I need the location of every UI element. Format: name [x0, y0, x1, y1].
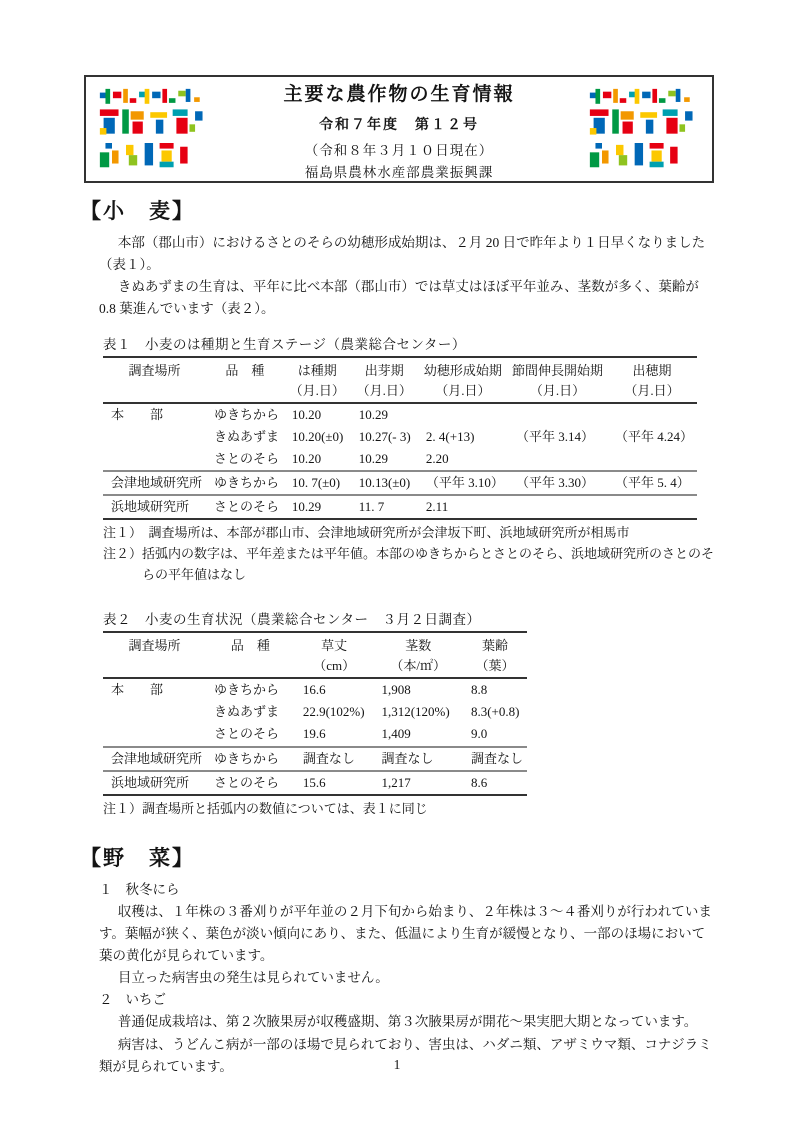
veg-item-1-heading: [99, 879, 714, 901]
table-cell: 16.6: [302, 682, 326, 698]
table-cell: （平年 3.30）: [515, 475, 594, 491]
table-cell: [607, 448, 697, 471]
table-cell: 10.29: [291, 499, 322, 515]
table1-notes: [103, 523, 714, 585]
table-cell: さとのそら: [214, 499, 280, 515]
issuing-office: 福島県農林水産部農業振興課: [304, 165, 494, 180]
veg-item-1-body: [99, 901, 714, 990]
fukushima-logo-right: [584, 84, 704, 174]
as-of-date: （令和８年３月１０日現在）: [304, 143, 494, 158]
fukushima-logo-left: [94, 84, 214, 174]
table-cell: 2.11: [425, 499, 449, 515]
table2-header-cell: 葉齢 （葉）: [475, 637, 515, 674]
table-cell: さとのそら: [214, 726, 280, 742]
table1-header-cell: 出芽期 （月.日）: [356, 362, 412, 398]
table-cell: 調査なし: [381, 750, 434, 766]
veg-item-2-heading: [99, 989, 714, 1011]
table-cell: さとのそら: [214, 451, 280, 467]
veg-item-number: ２: [99, 992, 113, 1008]
table-cell: 8.8: [470, 682, 488, 698]
table-cell: 9.0: [470, 726, 488, 742]
table1-header-cell: 幼穂形成始期 （月.日）: [423, 362, 502, 398]
table-row: [103, 747, 527, 771]
table1-title: 表１ 小麦のは種期と生育ステージ（農業総合センター）: [103, 336, 466, 352]
table-cell: [508, 495, 607, 519]
table-cell: 2.20: [425, 451, 449, 467]
section-heading-wheat: 【小 麦】: [80, 200, 195, 223]
table-cell: （平年 4.24）: [614, 428, 693, 444]
table-cell: 10.29: [358, 451, 388, 467]
table-cell: 8.3(+0.8): [470, 704, 520, 720]
table1-header-cell: 品 種: [225, 362, 265, 378]
table-cell: （平年 3.10）: [425, 475, 504, 491]
table-row: [103, 426, 697, 448]
table-cell: 8.6: [470, 774, 488, 790]
veg-item-name: いちご: [125, 992, 166, 1008]
page-title: 主要な農作物の生育情報: [283, 84, 515, 105]
table2-block: [103, 608, 714, 796]
table-cell: 10. 7(±0): [291, 475, 341, 491]
table-cell: 会津地域研究所: [111, 750, 203, 766]
section-heading-vegetables: 【野 菜】: [80, 846, 195, 870]
table2-header-cell: 茎数 （本/㎡）: [390, 637, 447, 674]
table-cell: 1,312(120%): [381, 704, 450, 720]
table-cell: [103, 448, 206, 471]
table-cell: 10.20: [291, 406, 322, 422]
table-cell: 10.20: [291, 451, 322, 467]
veg-paragraph: 普通促成栽培は、第２次腋果房が収穫盛期、第３次腋果房が開花～果実肥大期となっています。: [117, 1014, 698, 1030]
table-cell: 15.6: [302, 774, 326, 790]
table-cell: （平年 5. 4）: [614, 475, 690, 491]
veg-item-number: １: [99, 881, 113, 897]
table1-block: [103, 333, 714, 521]
table2-note: 注１）調査場所と括弧内の数値については、表１に同じ: [103, 800, 428, 816]
table-row: [103, 723, 527, 746]
table-cell: きぬあずま: [214, 428, 280, 444]
table-cell: 浜地域研究所: [111, 774, 190, 790]
table1-header-cell: 調査場所: [128, 362, 181, 378]
table-cell: 10.27(- 3): [358, 428, 411, 444]
table-cell: ゆきちから: [214, 750, 280, 766]
table2-header-cell: 調査場所: [128, 637, 181, 653]
table-row: [103, 701, 527, 723]
wheat-paragraph: 本部（郡山市）におけるさとのそらの幼穂形成始期は、２月 20 日で昨年より１日早くなりました（表１）。: [99, 235, 706, 273]
table-cell: ゆきちから: [214, 406, 280, 422]
table-row: [103, 471, 697, 495]
table-cell: 本 部: [111, 406, 164, 422]
table2-header-cell: 品 種: [230, 637, 270, 653]
table-cell: 10.13(±0): [358, 475, 411, 491]
table1-note: 注２）括弧内の数字は、平年差または平年値。本部のゆきちからとさとのそら、浜地域研究所のさとのそらの平年値はなし: [103, 546, 715, 583]
fukushima-mosaic-icon: [588, 87, 700, 171]
table-cell: さとのそら: [214, 774, 280, 790]
table-cell: ゆきちから: [214, 475, 280, 491]
table-cell: 1,217: [381, 774, 411, 790]
table-cell: きぬあずま: [214, 704, 280, 720]
veg-paragraph: 収穫は、１年株の３番刈りが平年並の２月下旬から始まり、２年株は３～４番刈りが行われています。葉幅が狭く、葉色が淡い傾向にあり、また、低温により生育が緩慢となり、一部のほ場において葉の黄化が見られています。: [99, 903, 712, 964]
fukushima-mosaic-icon: [98, 87, 210, 171]
table-cell: 1,908: [381, 682, 411, 698]
table-cell: [607, 495, 697, 519]
veg-paragraph: 目立った病害虫の発生は見られていません。: [117, 970, 389, 986]
table-cell: 1,409: [381, 726, 411, 742]
table-row: [103, 448, 697, 471]
table1-note: 注１） 調査場所は、本部が郡山市、会津地域研究所が会津坂下町、浜地域研究所が相馬市: [103, 525, 630, 541]
table2-header-cell: 草丈 （cm）: [313, 637, 356, 674]
table-cell: [418, 403, 508, 426]
table1-header-row: [103, 357, 697, 403]
table1-header-cell: 節間伸長開始期 （月.日）: [511, 362, 603, 398]
table2: [103, 631, 527, 796]
header-box: [84, 75, 714, 183]
table-cell: [508, 403, 607, 426]
table1-header-cell: は種期 （月.日）: [289, 362, 345, 398]
table1: [103, 356, 697, 521]
table2-notes: [103, 799, 714, 820]
table-cell: ゆきちから: [214, 682, 280, 698]
wheat-paragraph: きぬあずまの生育は、平年に比べ本部（郡山市）では草丈はほぼ平年並み、茎数が多く、葉齢が 0.8 葉進んでいます（表２）。: [99, 279, 699, 317]
table-cell: 会津地域研究所: [111, 475, 203, 491]
table-cell: [508, 448, 607, 471]
table-cell: 2. 4(+13): [425, 428, 475, 444]
table-cell: 本 部: [111, 682, 164, 698]
table-cell: 10.20(±0): [291, 428, 344, 444]
table-cell: （平年 3.14）: [515, 428, 594, 444]
issue-number: 令和７年度 第１２号: [319, 116, 479, 132]
table2-title: 表２ 小麦の生育状況（農業総合センター ３月２日調査）: [103, 611, 481, 627]
page-number: 1: [393, 1057, 401, 1072]
table1-header-cell: 出穂期 （月.日）: [624, 362, 680, 398]
table-cell: [103, 701, 206, 723]
veg-paragraph: 病害は、うどんこ病が一部のほ場で見られており、害虫は、ハダニ類、アザミウマ類、コナジラミ類が見られています。: [99, 1036, 712, 1074]
table-row: [103, 678, 527, 701]
table-cell: [607, 403, 697, 426]
header-text-block: [214, 77, 584, 181]
table-cell: 22.9(102%): [302, 704, 365, 720]
table2-header-row: [103, 632, 527, 678]
table-row: [103, 403, 697, 426]
table-cell: 調査なし: [470, 750, 523, 766]
table-cell: 調査なし: [302, 750, 355, 766]
table-cell: [103, 426, 206, 448]
table-cell: 19.6: [302, 726, 326, 742]
table-row: [103, 771, 527, 795]
table-cell: 10.29: [358, 406, 388, 422]
veg-item-name: 秋冬にら: [125, 881, 180, 897]
wheat-body: [99, 232, 714, 321]
table-cell: [103, 723, 206, 746]
table-row: [103, 495, 697, 519]
table-cell: 11. 7: [358, 499, 385, 515]
table-cell: 浜地域研究所: [111, 499, 190, 515]
